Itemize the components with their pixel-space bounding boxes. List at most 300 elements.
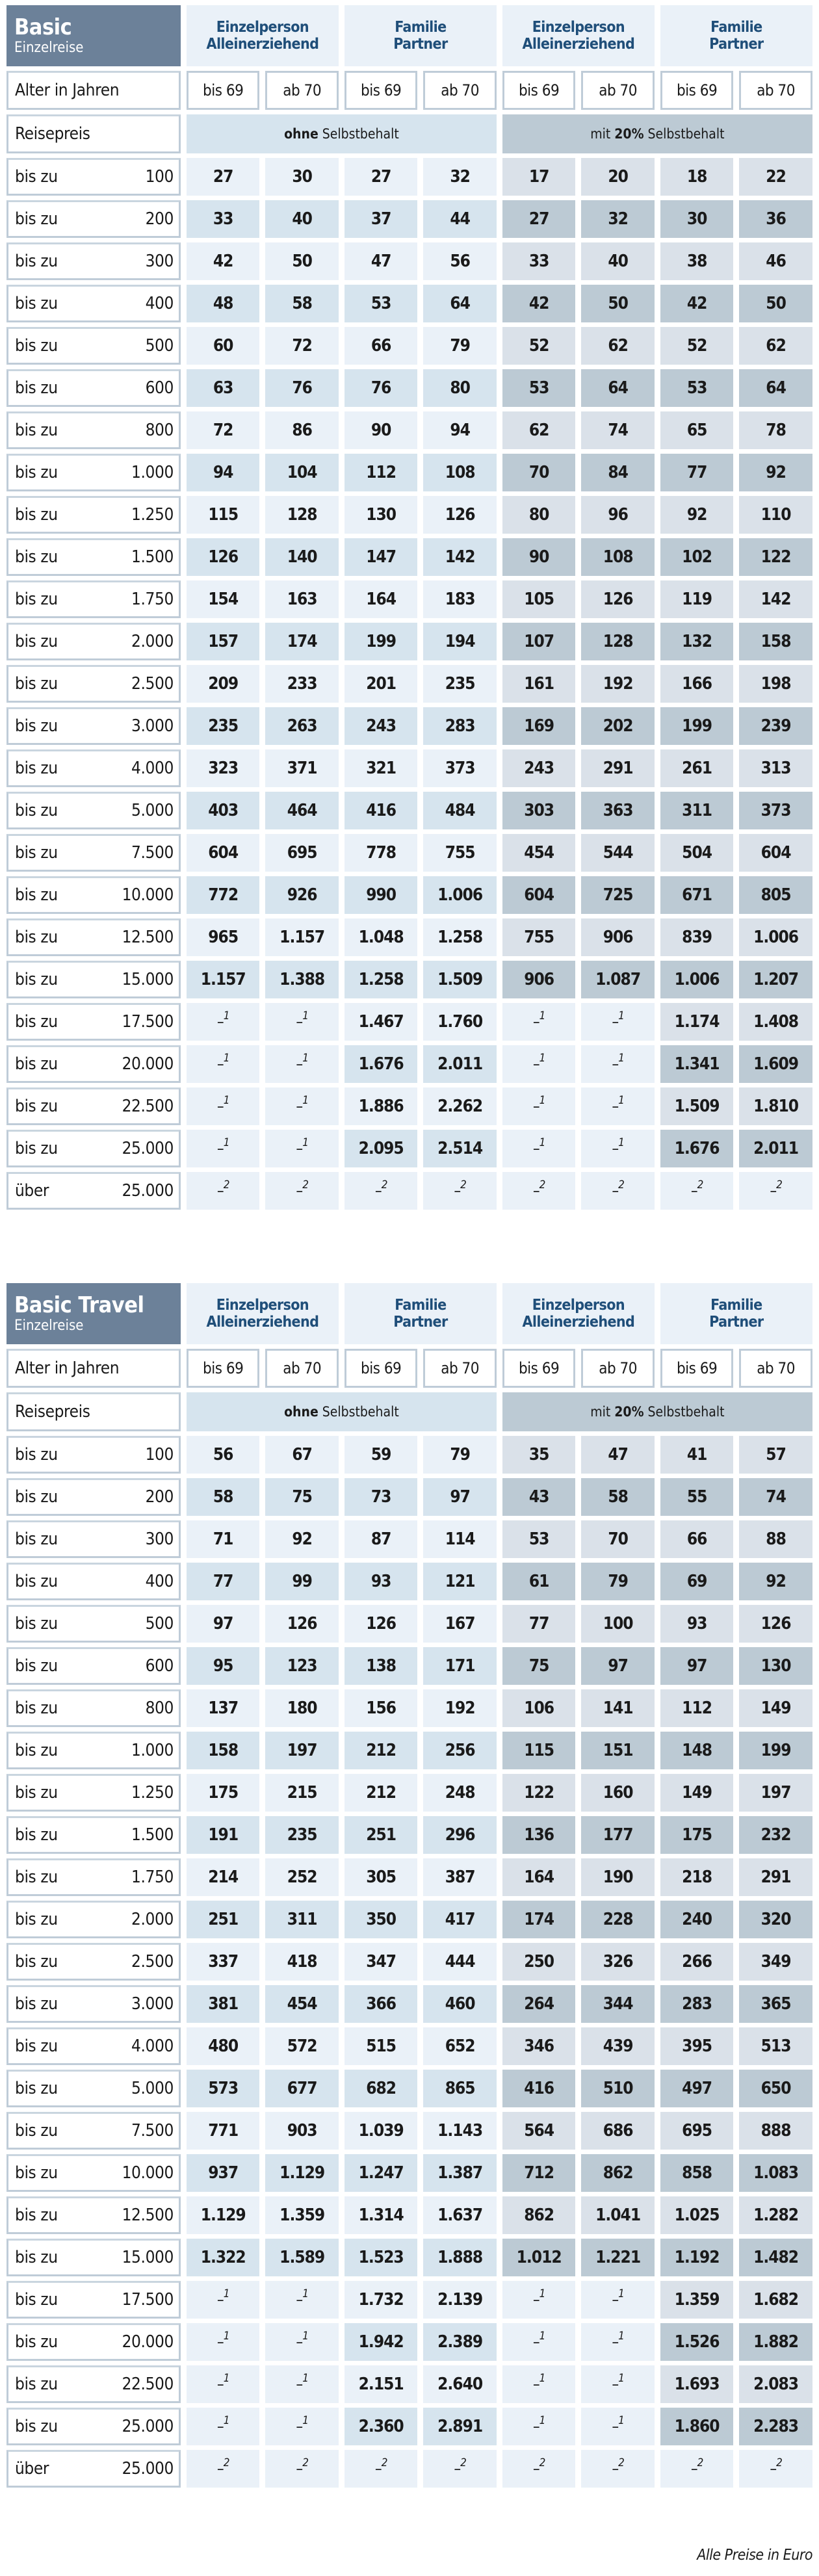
premium-cell: 865 (423, 2070, 497, 2107)
premium-cell: 88 (739, 1520, 812, 1558)
premium-cell: 2.011 (739, 1130, 812, 1167)
premium-cell: 70 (502, 454, 576, 491)
dash-mark: – (612, 2375, 619, 2393)
premium-cell: 169 (502, 707, 576, 745)
premium-cell: 27 (187, 158, 260, 196)
premium-cell: 1.247 (344, 2154, 418, 2192)
not-available-cell (581, 2281, 655, 2319)
premium-cell: 381 (187, 1985, 260, 2023)
footnote-mark: 1 (539, 1136, 545, 1149)
premium-cell: 1.408 (739, 1003, 812, 1041)
dash-mark: – (690, 1182, 697, 1200)
price-range-label (6, 1774, 181, 1812)
table-title (6, 1283, 181, 1344)
price-range-prefix: bis zu (15, 1139, 58, 1158)
premium-cell: 1.509 (423, 961, 497, 998)
not-available-cell (502, 1172, 576, 1210)
footnote-mark: 1 (223, 1136, 229, 1149)
price-range-label (6, 1003, 181, 1041)
premium-cell: 251 (344, 1816, 418, 1854)
premium-cell: 43 (502, 1478, 576, 1516)
premium-cell: 349 (739, 1943, 812, 1981)
group-header (660, 5, 812, 66)
premium-cell: 123 (265, 1647, 339, 1685)
currency-note: Alle Preise in Euro (697, 2547, 812, 2564)
premium-cell: 140 (265, 538, 339, 576)
premium-cell: 1.174 (660, 1003, 734, 1041)
premium-cell: 55 (660, 1478, 734, 1516)
premium-cell: 1.048 (344, 918, 418, 956)
price-range-label (6, 285, 181, 322)
premium-cell: 149 (739, 1689, 812, 1727)
premium-cell: 965 (187, 918, 260, 956)
dash-mark: – (532, 2291, 540, 2309)
price-range-label (6, 1563, 181, 1600)
premium-cell: 38 (660, 242, 734, 280)
footnote-mark: 2 (539, 1178, 545, 1191)
price-range-amount: 2.000 (131, 1910, 174, 1929)
dash-mark: – (216, 1013, 224, 1031)
footnote-mark: 1 (539, 1094, 545, 1107)
premium-cell: 79 (423, 1436, 497, 1474)
premium-cell: 158 (187, 1732, 260, 1769)
group-header (187, 5, 339, 66)
group-header (660, 1283, 812, 1344)
price-range-amount: 25.000 (122, 2417, 174, 2436)
premium-cell: 115 (502, 1732, 576, 1769)
premium-cell: 27 (344, 158, 418, 196)
price-range-label (6, 1689, 181, 1727)
premium-cell: 164 (502, 1858, 576, 1896)
premium-cell: 126 (581, 580, 655, 618)
footnote-mark: 2 (460, 1178, 466, 1191)
dash-mark: – (532, 2460, 540, 2478)
price-range-label (6, 2450, 181, 2488)
premium-cell: 191 (187, 1816, 260, 1854)
premium-cell: 171 (423, 1647, 497, 1685)
dash-mark: – (216, 1097, 224, 1115)
premium-cell: 515 (344, 2027, 418, 2065)
premium-cell: 76 (265, 369, 339, 407)
price-range-prefix: bis zu (15, 378, 58, 398)
premium-cell: 47 (581, 1436, 655, 1474)
price-range-label (6, 1172, 181, 1210)
age-label: Alter in Jahren (6, 1349, 181, 1388)
footnote-mark: 2 (697, 1178, 703, 1191)
price-range-amount: 22.500 (122, 2374, 174, 2394)
not-available-cell (187, 2450, 260, 2488)
premium-cell: 100 (581, 1605, 655, 1643)
premium-cell: 62 (739, 327, 812, 365)
premium-cell: 77 (660, 454, 734, 491)
premium-cell: 320 (739, 1901, 812, 1938)
not-available-cell (265, 1003, 339, 1041)
premium-cell: 2.283 (739, 2408, 812, 2445)
premium-cell: 2.514 (423, 1130, 497, 1167)
premium-cell: 122 (739, 538, 812, 576)
age-bracket: bis 69 (187, 1349, 260, 1388)
group-header-line1: Familie (710, 1297, 762, 1314)
age-bracket: bis 69 (187, 71, 260, 110)
premium-cell: 313 (739, 749, 812, 787)
price-table-basic (6, 5, 813, 1210)
premium-cell: 192 (423, 1689, 497, 1727)
not-available-cell (265, 2281, 339, 2319)
dash-mark: – (296, 2417, 303, 2436)
premium-cell: 160 (581, 1774, 655, 1812)
group-header-line2: Partner (393, 36, 448, 53)
premium-cell: 1.006 (423, 876, 497, 914)
price-range-amount: 1.250 (131, 505, 174, 525)
dash-mark: – (612, 2291, 619, 2309)
price-range-amount: 1.500 (131, 1825, 174, 1845)
premium-cell: 199 (660, 707, 734, 745)
not-available-cell (502, 1087, 576, 1125)
price-range-prefix: bis zu (15, 167, 58, 187)
deductible-20-header (502, 1392, 812, 1431)
price-range-amount: 3.000 (131, 716, 174, 736)
premium-cell: 128 (265, 496, 339, 534)
premium-cell: 22 (739, 158, 812, 196)
premium-cell: 1.523 (344, 2239, 418, 2276)
premium-cell: 387 (423, 1858, 497, 1896)
premium-cell: 106 (502, 1689, 576, 1727)
price-range-prefix: bis zu (15, 2163, 58, 2183)
group-header-line1: Einzelperson (532, 1297, 625, 1314)
price-range-amount: 17.500 (122, 1012, 174, 1032)
dash-mark: – (770, 1182, 777, 1200)
premium-cell: 174 (265, 623, 339, 660)
premium-cell: 42 (187, 242, 260, 280)
premium-cell: 416 (344, 792, 418, 829)
dash-mark: – (296, 2291, 303, 2309)
not-available-cell (265, 1045, 339, 1083)
price-range-label (6, 2281, 181, 2319)
deductible-20-rest: Selbstbehalt (647, 126, 725, 142)
price-range-amount: 5.000 (131, 801, 174, 820)
premium-cell: 926 (265, 876, 339, 914)
price-range-amount: 1.500 (131, 547, 174, 567)
price-range-label (6, 749, 181, 787)
premium-cell: 291 (581, 749, 655, 787)
age-bracket: ab 70 (739, 1349, 812, 1388)
dash-mark: – (296, 2375, 303, 2393)
premium-cell: 212 (344, 1732, 418, 1769)
price-range-label (6, 1436, 181, 1474)
not-available-cell (187, 1087, 260, 1125)
dash-mark: – (612, 1182, 619, 1200)
premium-cell: 1.388 (265, 961, 339, 998)
price-range-label (6, 834, 181, 872)
premium-cell: 1.006 (739, 918, 812, 956)
premium-cell: 41 (660, 1436, 734, 1474)
price-range-amount: 12.500 (122, 928, 174, 947)
premium-cell: 365 (739, 1985, 812, 2023)
premium-cell: 1.157 (265, 918, 339, 956)
price-range-label (6, 1130, 181, 1167)
price-label: Reisepreis (6, 114, 181, 153)
premium-cell: 235 (423, 665, 497, 703)
premium-cell: 232 (739, 1816, 812, 1854)
price-range-prefix: bis zu (15, 252, 58, 271)
price-range-prefix: bis zu (15, 1445, 58, 1464)
premium-cell: 243 (502, 749, 576, 787)
not-available-cell (660, 1172, 734, 1210)
premium-cell: 190 (581, 1858, 655, 1896)
premium-cell: 1.359 (660, 2281, 734, 2319)
premium-cell: 650 (739, 2070, 812, 2107)
premium-cell: 2.139 (423, 2281, 497, 2319)
not-available-cell (265, 2450, 339, 2488)
premium-cell: 119 (660, 580, 734, 618)
deductible-none-bold: ohne (284, 126, 318, 142)
group-header (502, 5, 655, 66)
premium-cell: 373 (423, 749, 497, 787)
premium-cell: 1.387 (423, 2154, 497, 2192)
price-range-label (6, 1045, 181, 1083)
dash-mark: – (532, 1013, 540, 1031)
premium-cell: 53 (344, 285, 418, 322)
price-range-label (6, 2154, 181, 2192)
price-range-amount: 3.000 (131, 1994, 174, 2014)
price-range-amount: 20.000 (122, 1054, 174, 1074)
not-available-cell (265, 1130, 339, 1167)
price-range-amount: 25.000 (122, 2459, 174, 2478)
footnote-mark: 1 (223, 1009, 229, 1022)
price-range-label (6, 1816, 181, 1854)
price-range-amount: 17.500 (122, 2290, 174, 2309)
premium-cell: 215 (265, 1774, 339, 1812)
price-range-amount: 25.000 (122, 1181, 174, 1201)
premium-cell: 175 (187, 1774, 260, 1812)
premium-cell: 395 (660, 2027, 734, 2065)
price-range-label (6, 2239, 181, 2276)
price-range-prefix: bis zu (15, 209, 58, 229)
price-range-prefix: bis zu (15, 632, 58, 651)
table-grid (6, 1283, 813, 2488)
premium-cell: 1.589 (265, 2239, 339, 2276)
premium-cell: 138 (344, 1647, 418, 1685)
group-header-line2: Alleinerziehend (522, 1314, 635, 1331)
price-range-amount: 100 (145, 1445, 174, 1464)
not-available-cell (423, 1172, 497, 1210)
premium-cell: 344 (581, 1985, 655, 2023)
premium-cell: 2.083 (739, 2365, 812, 2403)
dash-mark: – (216, 2375, 224, 2393)
dash-mark: – (216, 1182, 224, 1200)
premium-cell: 497 (660, 2070, 734, 2107)
premium-cell: 1.609 (739, 1045, 812, 1083)
premium-cell: 130 (739, 1647, 812, 1685)
footnote-mark: 1 (539, 1009, 545, 1022)
premium-cell: 1.258 (344, 961, 418, 998)
not-available-cell (581, 1003, 655, 1041)
dash-mark: – (532, 1097, 540, 1115)
premium-cell: 50 (739, 285, 812, 322)
premium-cell: 243 (344, 707, 418, 745)
not-available-cell (265, 2365, 339, 2403)
price-range-amount: 500 (145, 1614, 174, 1633)
premium-cell: 2.011 (423, 1045, 497, 1083)
premium-cell: 248 (423, 1774, 497, 1812)
age-bracket: bis 69 (502, 1349, 576, 1388)
premium-cell: 1.882 (739, 2323, 812, 2361)
not-available-cell (660, 2450, 734, 2488)
premium-cell: 53 (502, 369, 576, 407)
premium-cell: 755 (502, 918, 576, 956)
price-range-label (6, 876, 181, 914)
premium-cell: 194 (423, 623, 497, 660)
not-available-cell (502, 1130, 576, 1167)
premium-cell: 115 (187, 496, 260, 534)
price-range-prefix: bis zu (15, 2205, 58, 2225)
price-range-amount: 600 (145, 378, 174, 398)
footnote-mark: 1 (302, 1009, 308, 1022)
dash-mark: – (216, 2333, 224, 2351)
price-range-label (6, 496, 181, 534)
tariff-name: Basic Travel (14, 1292, 144, 1318)
premium-cell: 1.482 (739, 2239, 812, 2276)
price-range-amount: 300 (145, 252, 174, 271)
premium-cell: 1.039 (344, 2112, 418, 2150)
not-available-cell (187, 1130, 260, 1167)
premium-cell: 256 (423, 1732, 497, 1769)
price-range-prefix: bis zu (15, 2374, 58, 2394)
premium-cell: 283 (660, 1985, 734, 2023)
price-range-label (6, 2408, 181, 2445)
premium-cell: 64 (739, 369, 812, 407)
not-available-cell (187, 2408, 260, 2445)
footnote-mark: 1 (223, 2287, 229, 2300)
price-range-label (6, 327, 181, 365)
premium-cell: 199 (344, 623, 418, 660)
group-header-line2: Alleinerziehend (206, 1314, 319, 1331)
premium-cell: 1.314 (344, 2196, 418, 2234)
premium-cell: 197 (265, 1732, 339, 1769)
premium-cell: 93 (344, 1563, 418, 1600)
not-available-cell (344, 1172, 418, 1210)
deductible-none-header (187, 114, 497, 153)
premium-cell: 1.341 (660, 1045, 734, 1083)
premium-cell: 510 (581, 2070, 655, 2107)
price-range-prefix: bis zu (15, 1698, 58, 1718)
premium-cell: 30 (265, 158, 339, 196)
premium-cell: 1.012 (502, 2239, 576, 2276)
premium-cell: 154 (187, 580, 260, 618)
premium-cell: 214 (187, 1858, 260, 1896)
premium-cell: 65 (660, 411, 734, 449)
price-range-prefix: bis zu (15, 1825, 58, 1845)
price-range-label (6, 1901, 181, 1938)
dash-mark: – (612, 1139, 619, 1158)
price-range-prefix: bis zu (15, 1741, 58, 1760)
premium-cell: 130 (344, 496, 418, 534)
not-available-cell (581, 2408, 655, 2445)
premium-cell: 42 (502, 285, 576, 322)
premium-cell: 337 (187, 1943, 260, 1981)
footnote-mark: 1 (618, 2372, 624, 2385)
premium-cell: 108 (423, 454, 497, 491)
premium-cell: 86 (265, 411, 339, 449)
price-range-amount: 2.500 (131, 1952, 174, 1971)
not-available-cell (502, 2281, 576, 2319)
premium-cell: 126 (344, 1605, 418, 1643)
price-range-amount: 25.000 (122, 1139, 174, 1158)
premium-cell: 37 (344, 200, 418, 238)
premium-cell: 197 (739, 1774, 812, 1812)
premium-cell: 142 (739, 580, 812, 618)
premium-cell: 74 (581, 411, 655, 449)
price-range-prefix: bis zu (15, 336, 58, 356)
premium-cell: 1.083 (739, 2154, 812, 2192)
footnote-mark: 1 (539, 2287, 545, 2300)
not-available-cell (187, 1003, 260, 1041)
price-range-prefix: bis zu (15, 970, 58, 989)
premium-cell: 1.637 (423, 2196, 497, 2234)
dash-mark: – (374, 1182, 382, 1200)
premium-cell: 305 (344, 1858, 418, 1896)
price-range-amount: 7.500 (131, 843, 174, 863)
premium-cell: 53 (502, 1520, 576, 1558)
premium-cell: 2.640 (423, 2365, 497, 2403)
premium-cell: 403 (187, 792, 260, 829)
premium-cell: 990 (344, 876, 418, 914)
price-range-amount: 200 (145, 209, 174, 229)
premium-cell: 40 (581, 242, 655, 280)
price-range-label (6, 1943, 181, 1981)
footnote-mark: 1 (302, 1052, 308, 1065)
price-range-amount: 2.000 (131, 632, 174, 651)
premium-cell: 1.258 (423, 918, 497, 956)
premium-cell: 180 (265, 1689, 339, 1727)
footnote-mark: 2 (697, 2456, 703, 2469)
dash-mark: – (374, 2460, 382, 2478)
price-range-prefix: bis zu (15, 1012, 58, 1032)
price-range-label (6, 918, 181, 956)
premium-cell: 46 (739, 242, 812, 280)
price-range-label (6, 2323, 181, 2361)
age-bracket: bis 69 (660, 71, 734, 110)
premium-cell: 126 (187, 538, 260, 576)
not-available-cell (187, 2281, 260, 2319)
premium-cell: 53 (660, 369, 734, 407)
price-range-amount: 200 (145, 1487, 174, 1507)
premium-cell: 59 (344, 1436, 418, 1474)
premium-cell: 250 (502, 1943, 576, 1981)
footnote-mark: 1 (618, 2287, 624, 2300)
premium-cell: 1.221 (581, 2239, 655, 2276)
dash-mark: – (296, 1013, 303, 1031)
price-range-amount: 20.000 (122, 2332, 174, 2352)
premium-cell: 183 (423, 580, 497, 618)
premium-cell: 906 (581, 918, 655, 956)
premium-cell: 862 (581, 2154, 655, 2192)
premium-cell: 1.359 (265, 2196, 339, 2234)
not-available-cell (502, 2323, 576, 2361)
premium-cell: 903 (265, 2112, 339, 2150)
premium-cell: 74 (739, 1478, 812, 1516)
premium-cell: 1.888 (423, 2239, 497, 2276)
not-available-cell (265, 1172, 339, 1210)
premium-cell: 755 (423, 834, 497, 872)
dash-mark: – (532, 1055, 540, 1073)
price-range-label (6, 623, 181, 660)
premium-cell: 161 (502, 665, 576, 703)
price-range-prefix: bis zu (15, 1783, 58, 1802)
premium-cell: 126 (739, 1605, 812, 1643)
deductible-20-pre: mit (590, 126, 611, 142)
premium-cell: 71 (187, 1520, 260, 1558)
